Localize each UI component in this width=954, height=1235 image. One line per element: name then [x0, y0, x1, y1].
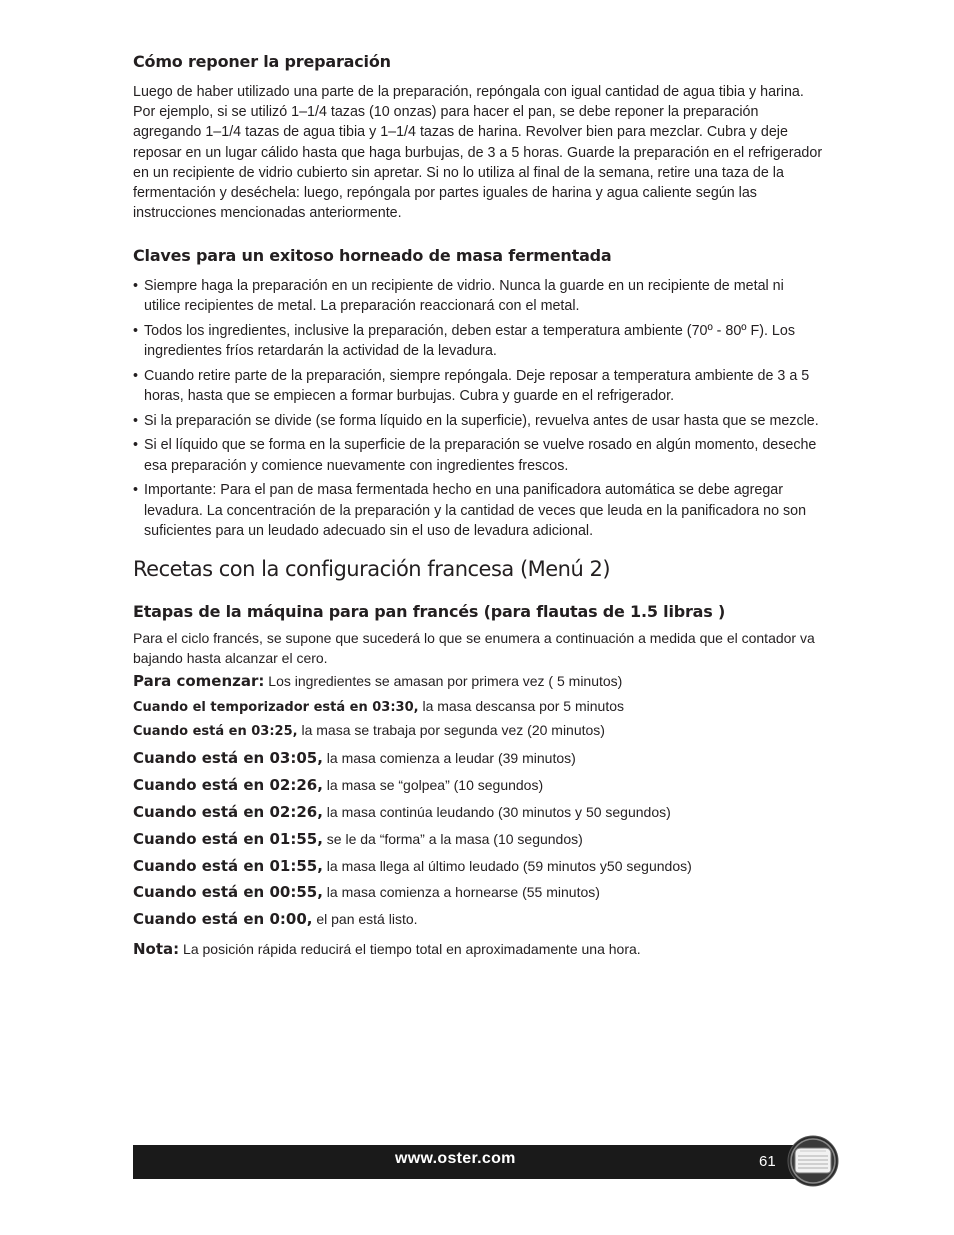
step-item: [133, 722, 605, 740]
section-heading-reponer: Cómo reponer la preparación: [133, 52, 391, 71]
step-label: Cuando está en 03:25,: [133, 724, 298, 739]
step-text: se le da “forma” a la masa (10 segundos): [322, 831, 583, 847]
step-text: la masa comienza a hornearse (55 minutos): [322, 884, 600, 900]
step-text: la masa se “golpea” (10 segundos): [322, 777, 544, 793]
step-item: [133, 910, 418, 929]
list-item: [133, 276, 823, 316]
list-item: [133, 411, 823, 431]
paragraph-reponer: Luego de haber utilizado una parte de la preparación, repóngala con igual cantidad de agua tibia y harina. Por ejemplo, si se utilizó 1–1/4 tazas (10 onzas) para hacer el pan, se debe reponer la preparación agregando 1–1/4 tazas de agua tibia y 1–1/4 tazas de harina. Revolver bien para mezclar. Cubra y deje reposar en un lugar cálido hasta que haga burbujas, de 3 a 5 horas. Guarde la preparación en el refrigerador en un recipiente de vidrio cubierto sin apretar. Si no lo utiliza al final de la semana, retire una taza de la fermentación y deséchela: luego, repóngala por partes iguales de harina y agua caliente según las instrucciones mencionadas anteriormente.: [133, 84, 823, 222]
note-label: Nota:: [133, 940, 180, 958]
step-text: la masa continúa leudando (30 minutos y 50 segundos): [322, 804, 671, 820]
bread-slice-icon: [786, 1134, 840, 1188]
step-label: Cuando está en 03:05,: [133, 749, 323, 767]
step-label: Cuando está en 00:55,: [133, 883, 323, 901]
step-item: [133, 672, 622, 691]
list-item: [133, 366, 823, 406]
bullet-symbol: •: [133, 437, 139, 454]
step-label: Cuando el temporizador está en 03:30,: [133, 700, 419, 715]
note: [133, 940, 641, 959]
step-label: Cuando está en 0:00,: [133, 910, 313, 928]
section-title-recetas: Recetas con la configuración francesa (Menú 2): [133, 557, 611, 581]
step-label: Cuando está en 01:55,: [133, 830, 323, 848]
step-item: [133, 857, 692, 876]
step-label: Cuando está en 02:26,: [133, 803, 323, 821]
list-item-text: Si la preparación se divide (se forma líquido en la superficie), revuelva antes de usar hasta que se mezcle.: [144, 412, 819, 429]
intro-paragraph: Para el ciclo francés, se supone que sucederá lo que se enumera a continuación a medida que el contador va bajando hasta alcanzar el cero.: [133, 630, 815, 667]
step-text: Los ingredientes se amasan por primera vez ( 5 minutos): [264, 673, 623, 689]
step-text: la masa comienza a leudar (39 minutos): [322, 750, 576, 766]
bullet-symbol: •: [133, 482, 139, 499]
bullet-symbol: •: [133, 322, 139, 339]
step-item: [133, 803, 671, 822]
list-item-text: Si el líquido que se forma en la superficie de la preparación se vuelve rosado en algún momento, deseche esa preparación y comience nuevamente con ingredientes frescos.: [144, 437, 817, 474]
note-text: La posición rápida reducirá el tiempo total en aproximadamente una hora.: [179, 941, 641, 957]
footer-bar: [133, 1145, 823, 1179]
step-text: el pan está listo.: [312, 911, 418, 927]
step-item: [133, 883, 600, 902]
bullet-symbol: •: [133, 278, 139, 294]
list-item: [133, 480, 823, 541]
claves-list: [133, 276, 823, 545]
footer-url[interactable]: www.oster.com: [395, 1150, 516, 1167]
section-heading-claves: Claves para un exitoso horneado de masa fermentada: [133, 246, 612, 265]
list-item: [133, 435, 823, 475]
step-text: la masa se trabaja por segunda vez (20 minutos): [297, 722, 605, 738]
bullet-symbol: •: [133, 367, 139, 384]
list-item-text: Importante: Para el pan de masa fermentada hecho en una panificadora automática se debe agregar levadura. La concentración de la preparación y la cantidad de veces que leuda en la panificadora no son suficientes para un leudado adecuado sin el uso de levadura adicional.: [144, 482, 807, 539]
step-item: [133, 698, 624, 716]
list-item-text: Cuando retire parte de la preparación, siempre repóngala. Deje reposar a temperatura ambiente de 3 a 5 horas, hasta que se empiecen a formar burbujas. Cubra y guarde en el refrigerador.: [144, 367, 810, 405]
section-heading-etapas: Etapas de la máquina para pan francés (para flautas de 1.5 libras ): [133, 602, 726, 621]
step-label: Para comenzar:: [133, 672, 265, 690]
step-label: Cuando está en 01:55,: [133, 857, 323, 875]
list-item: [133, 321, 823, 361]
step-text: la masa llega al último leudado (59 minutos y50 segundos): [322, 858, 692, 874]
step-label: Cuando está en 02:26,: [133, 776, 323, 794]
page-number: 61: [759, 1153, 776, 1170]
list-item-text: Todos los ingredientes, inclusive la preparación, deben estar a temperatura ambiente (70º - 80º F). Los ingredientes fríos retardarán la actividad de la levadura.: [144, 322, 795, 360]
step-item: [133, 776, 543, 795]
list-item-text: Siempre haga la preparación en un recipiente de vidrio. Nunca la guarde en un recipiente de metal ni utilice recipientes de metal. La preparación reaccionará con el metal.: [144, 278, 784, 315]
step-text: la masa descansa por 5 minutos: [418, 698, 625, 714]
bullet-symbol: •: [133, 412, 139, 429]
step-item: [133, 749, 576, 768]
step-item: [133, 830, 583, 849]
